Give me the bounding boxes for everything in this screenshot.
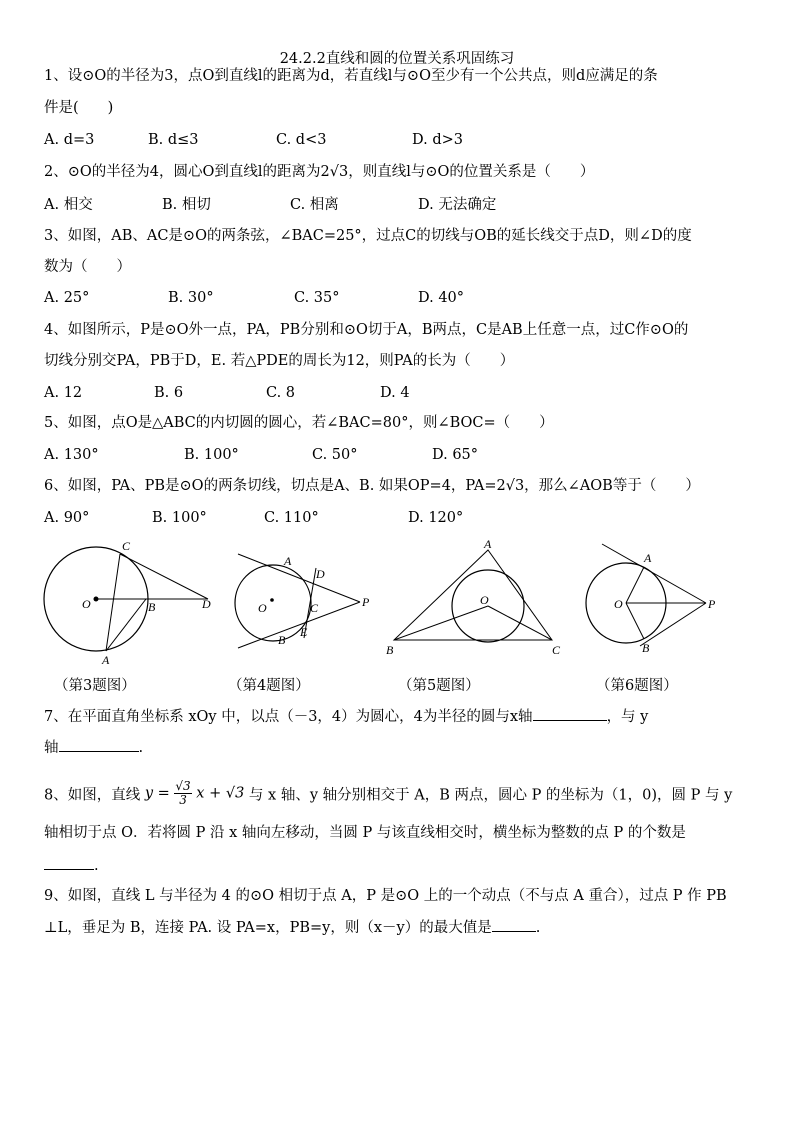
fig5-label-a: A xyxy=(484,537,492,551)
q8-text-line1 xyxy=(44,779,733,809)
q2-option-d: D. 无法确定 xyxy=(418,197,497,213)
fig5-label-o: O xyxy=(480,593,489,607)
fig5-label-b: B xyxy=(386,643,394,657)
q6-text-line1: 6、如图，PA、PB是⊙O的两条切线，切点是A、B. 如果OP=4，PA=2√3，那么∠AOB等于（ ） xyxy=(44,478,700,494)
q4-text-line1: 4、如图所示，P是⊙O外一点，PA，PB分别和⊙O切于A，B两点，C是AB上任意一点，过C作⊙O的 xyxy=(44,322,689,338)
q7-text-line2 xyxy=(44,737,143,758)
q6-options xyxy=(44,508,463,528)
fig4-label-d: D xyxy=(316,567,325,581)
q8-text-end: . xyxy=(94,858,99,874)
caption-fig4: （第4题图） xyxy=(228,678,310,694)
q8-text-part1: 8、如图，直线 xyxy=(44,787,141,804)
q8-text-line2: 轴相切于点 O．若将圆 P 沿 x 轴向左移动，当圆 P 与该直线相交时，横坐标为整数的点 P 的个数是 xyxy=(44,825,686,841)
fig4-label-e: E xyxy=(300,625,308,639)
fig4-label-a: A xyxy=(284,554,292,568)
fig3-label-c: C xyxy=(122,539,131,553)
fig3-label-d: D xyxy=(202,597,211,611)
q5-option-c: C. 50° xyxy=(312,447,358,463)
q4-text-line2: 切线分别交PA，PB于D，E. 若△PDE的周长为12，则PA的长为（ ） xyxy=(44,353,515,369)
q8-text-line3 xyxy=(44,855,99,876)
q4-option-b: B. 6 xyxy=(154,385,184,401)
q8-blank xyxy=(44,855,94,870)
fig3-label-o: O xyxy=(82,597,91,611)
q7-text-part3: 轴 xyxy=(44,740,59,756)
q7-text-part2: ，与 y xyxy=(606,709,649,725)
fig4-label-c: C xyxy=(310,601,319,615)
q5-text-line1: 5、如图，点O是△ABC的内切圆的圆心，若∠BAC=80°，则∠BOC=（ ） xyxy=(44,415,554,431)
q3-option-c: C. 35° xyxy=(294,290,340,306)
fig6-label-a: A xyxy=(644,551,652,565)
q3-option-d: D. 40° xyxy=(418,290,465,306)
q7-text-line1 xyxy=(44,706,648,727)
q9-text-line1: 9、如图，直线 L 与半径为 4 的⊙O 相切于点 A，P 是⊙O 上的一个动点（不与点 A 重合），过点 P 作 PB xyxy=(44,888,727,904)
q6-option-b: B. 100° xyxy=(152,510,207,526)
figure-3 xyxy=(38,536,224,666)
fig4-label-b: B xyxy=(278,633,286,647)
q1-option-a: A. d=3 xyxy=(44,132,95,148)
q5-options xyxy=(44,445,478,465)
q9-blank xyxy=(492,917,536,932)
q1-options xyxy=(44,130,463,150)
q6-option-c: C. 110° xyxy=(264,510,319,526)
fig6-label-b: B xyxy=(642,641,650,655)
caption-fig6: （第6题图） xyxy=(596,678,678,694)
q7-text-part1: 7、在平面直角坐标系 xOy 中，以点（－3，4）为圆心，4为半径的圆与x轴 xyxy=(44,709,533,725)
q5-option-d: D. 65° xyxy=(432,447,479,463)
q4-option-d: D. 4 xyxy=(380,385,410,401)
q4-option-c: C. 8 xyxy=(266,385,296,401)
q1-text-line1: 1、设⊙O的半径为3，点O到直线l的距离为d，若直线l与⊙O至少有一个公共点，则d应满足的条 xyxy=(44,68,658,84)
q2-option-c: C. 相离 xyxy=(290,197,339,213)
fig5-label-c: C xyxy=(552,643,561,657)
q9-text-part2: . xyxy=(535,920,541,936)
q5-option-a: A. 130° xyxy=(44,447,99,463)
q2-options xyxy=(44,195,496,215)
figure-6 xyxy=(582,540,732,660)
q7-blank-1 xyxy=(533,706,607,721)
fig6-label-o: O xyxy=(614,597,623,611)
q9-text-part1: ⊥L，垂足为 B，连接 PA. 设 PA=x，PB=y，则（x－y）的最大值是 xyxy=(44,920,492,936)
figure-5 xyxy=(380,536,570,664)
figure-4 xyxy=(228,540,378,660)
q4-options xyxy=(44,383,410,403)
q2-option-a: A. 相交 xyxy=(44,197,93,213)
fig4-label-o: O xyxy=(258,601,267,615)
q3-text-line2: 数为（ ） xyxy=(44,259,131,275)
caption-fig5: （第5题图） xyxy=(398,678,480,694)
q9-text-line2 xyxy=(44,917,540,938)
fig3-label-a: A xyxy=(102,653,110,666)
caption-fig3: （第3题图） xyxy=(54,678,136,694)
q4-option-a: A. 12 xyxy=(44,385,83,401)
q8-formula: y = $\frac{√3}{3}$ x + √3 xyxy=(144,779,245,807)
q6-option-d: D. 120° xyxy=(408,510,464,526)
q3-text-line1: 3、如图，AB、AC是⊙O的两条弦，∠BAC=25°，过点C的切线与OB的延长线交于点D，则∠D的度 xyxy=(44,228,692,244)
q6-option-a: A. 90° xyxy=(44,510,90,526)
q8-text-part2: 与 x 轴、y 轴分别相交于 A，B 两点，圆心 P 的坐标为（1，0)，圆 P 与 y xyxy=(248,787,733,804)
fig4-label-p: P xyxy=(362,595,370,609)
worksheet-title: 24.2.2直线和圆的位置关系巩固练习 xyxy=(279,51,515,67)
fig3-label-b: B xyxy=(148,600,156,614)
q5-option-b: B. 100° xyxy=(184,447,239,463)
q1-text-line2: 件是( ) xyxy=(44,100,114,116)
q3-option-b: B. 30° xyxy=(168,290,214,306)
q2-option-b: B. 相切 xyxy=(162,197,211,213)
q3-option-a: A. 25° xyxy=(44,290,90,306)
q7-blank-2 xyxy=(59,737,139,752)
q1-option-c: C. d<3 xyxy=(276,132,327,148)
q1-option-d: D. d>3 xyxy=(412,132,463,148)
q3-options xyxy=(44,288,464,308)
q7-text-part4: . xyxy=(138,740,144,756)
q2-text-line1: 2、⊙O的半径为4，圆心O到直线l的距离为2√3，则直线l与⊙O的位置关系是（ ） xyxy=(44,164,595,180)
q1-option-b: B. d≤3 xyxy=(148,132,199,148)
fig6-label-p: P xyxy=(708,597,716,611)
